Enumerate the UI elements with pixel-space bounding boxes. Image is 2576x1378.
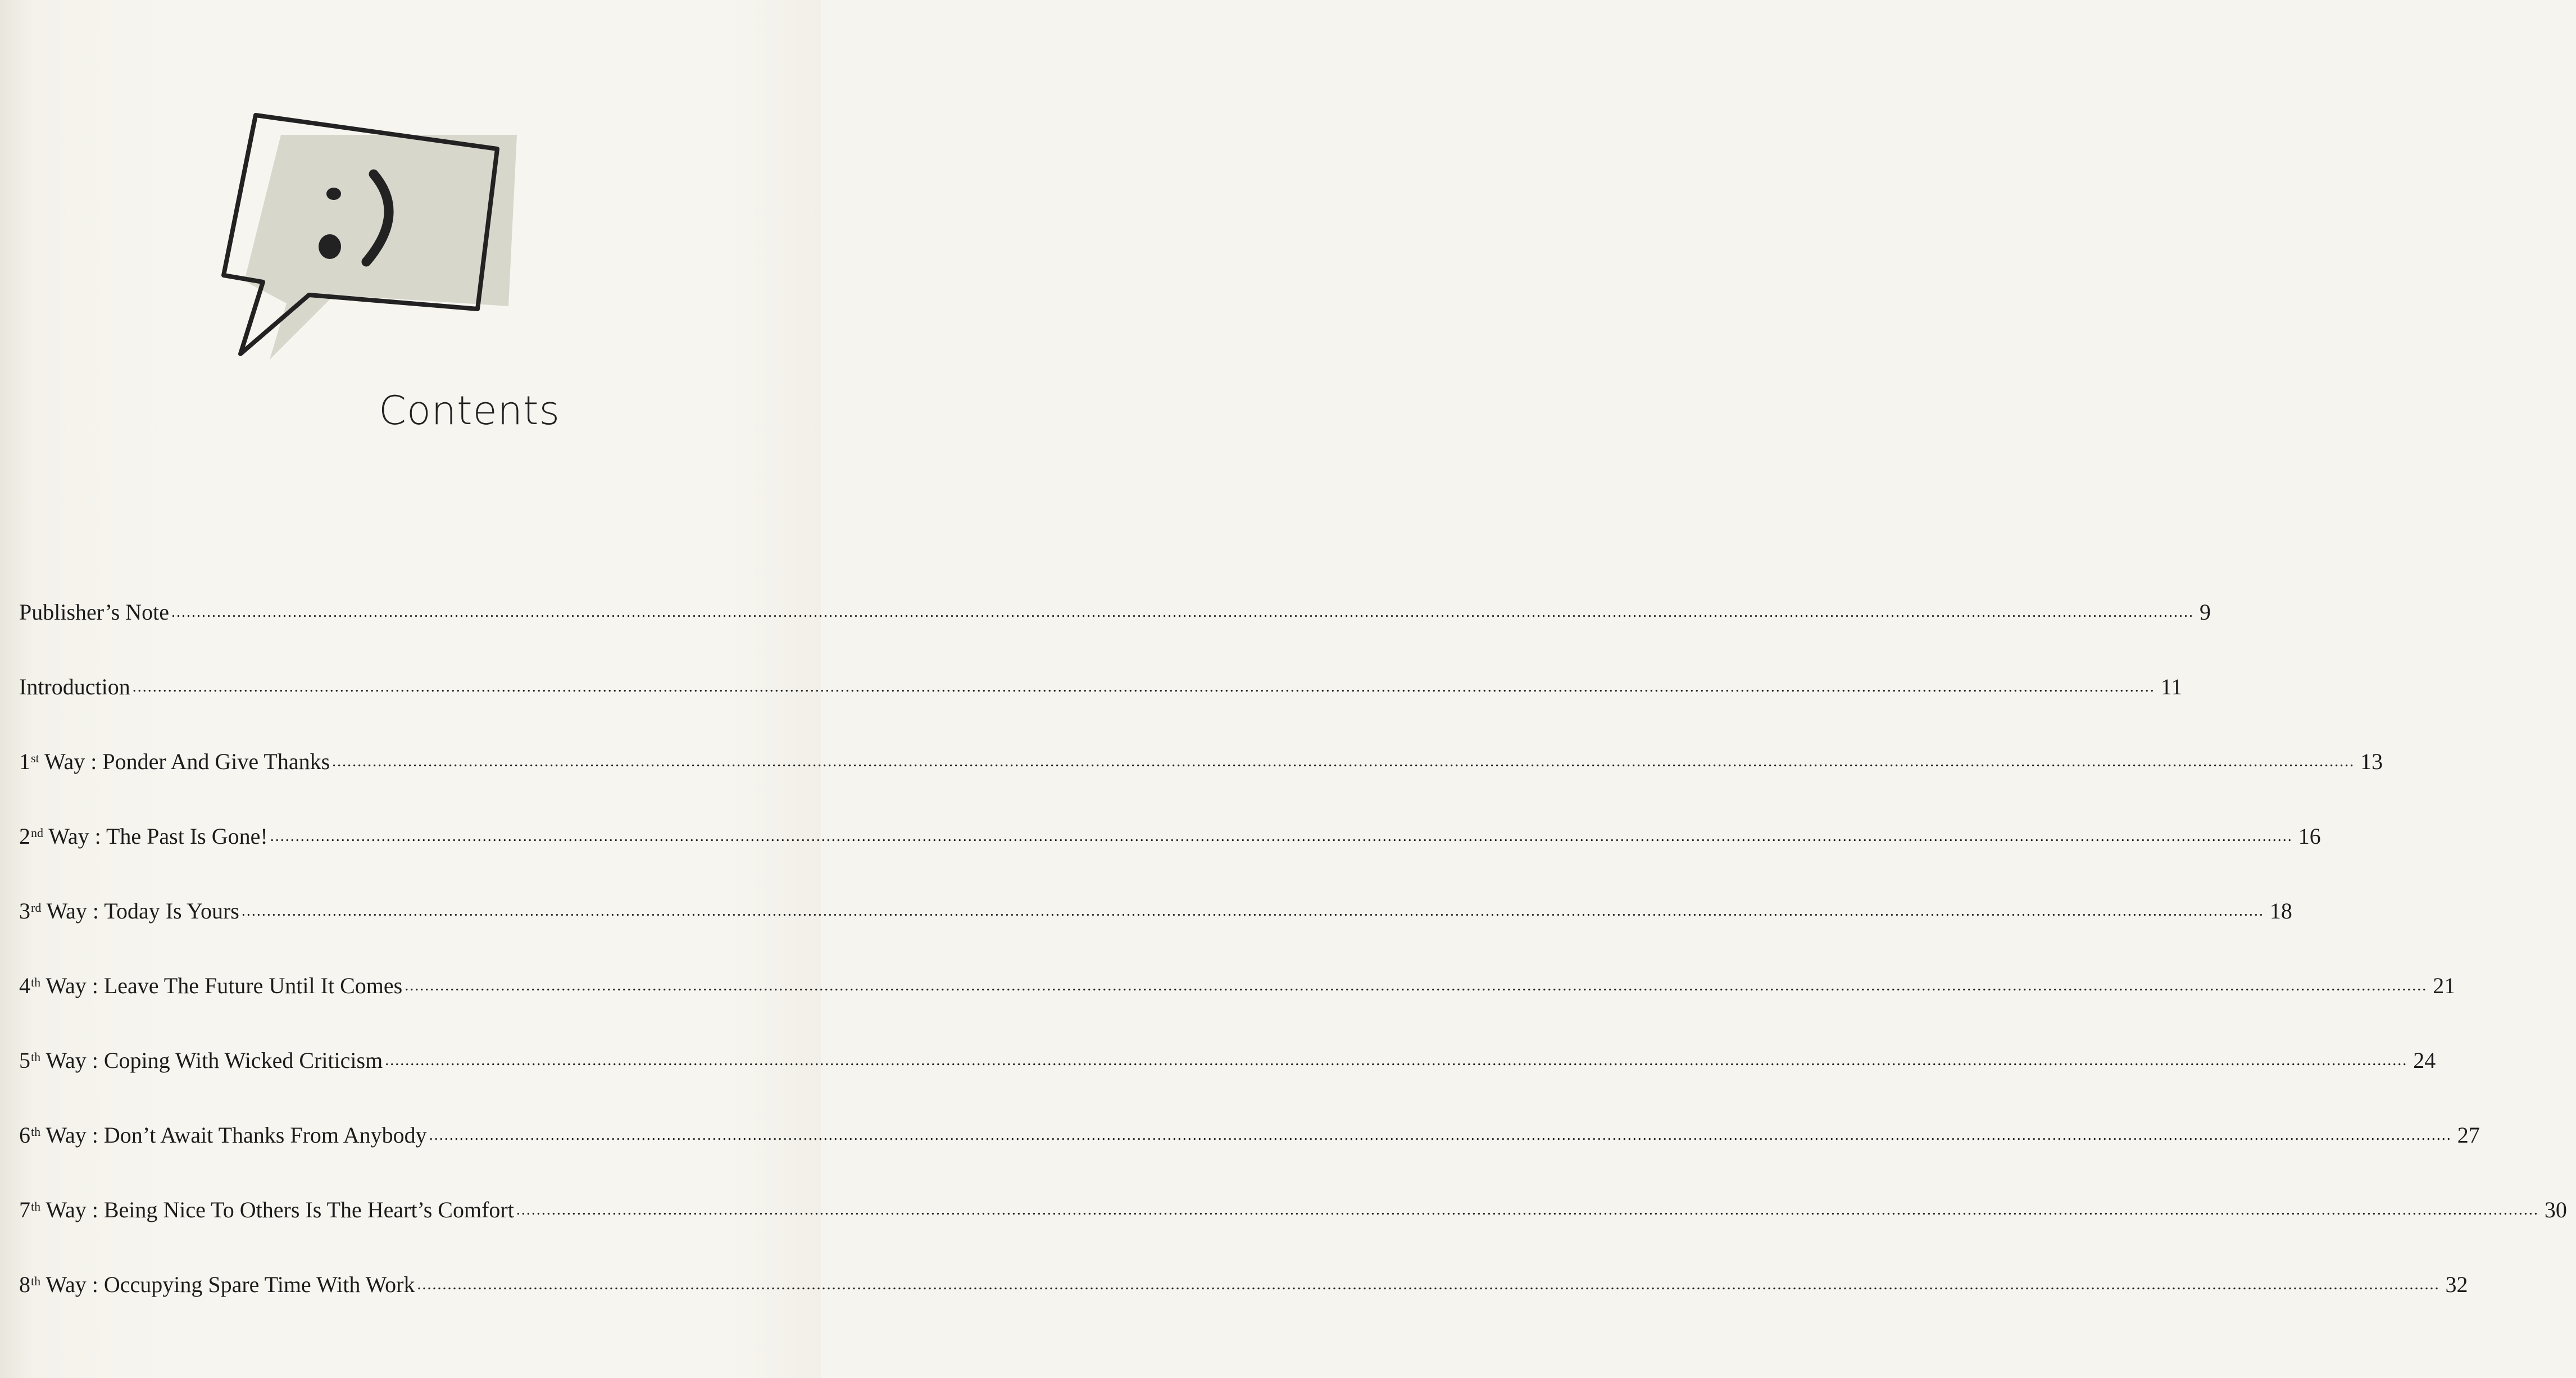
toc-dot-leader: ................................................................................................................................................................................................................................................................................................................................................................................................................ (385, 1052, 2408, 1069)
toc-dot-leader: ................................................................................................................................................................................................................................................................................................................................................................................................................ (171, 603, 2195, 621)
toc-page-number: 30 (2544, 1197, 2567, 1222)
page-title: Contents (379, 388, 560, 434)
toc-ordinal-number: 3 (19, 898, 30, 924)
toc-entry (19, 595, 2211, 670)
toc-ordinal-number: 6 (19, 1122, 30, 1148)
toc-entry-title (19, 595, 169, 629)
toc-dot-leader: ................................................................................................................................................................................................................................................................................................................................................................................................................ (332, 753, 2355, 770)
toc-entry-title (19, 894, 239, 928)
toc-ordinal-number: 4 (19, 973, 30, 998)
toc-page-number: 9 (2200, 599, 2211, 625)
toc-page-number: 21 (2433, 973, 2456, 998)
toc-ordinal-suffix: th (31, 1050, 41, 1064)
toc-entry-title (19, 969, 402, 1003)
toc-ordinal-number: 5 (19, 1048, 30, 1073)
toc-ordinal-suffix: th (31, 975, 41, 989)
toc-ordinal-number: 8 (19, 1272, 30, 1297)
toc-dot-leader: ................................................................................................................................................................................................................................................................................................................................................................................................................ (516, 1201, 2539, 1218)
toc-entry (19, 1044, 2436, 1118)
toc-entry-title (19, 1044, 383, 1077)
toc-entry (19, 820, 2321, 894)
toc-entry-title (19, 820, 268, 853)
toc-ordinal-suffix: st (31, 751, 39, 765)
toc-ordinal-number: 7 (19, 1197, 30, 1222)
toc-entry-title (19, 670, 130, 704)
toc-title-text: Way : Don’t Await Thanks From Anybody (40, 1122, 427, 1148)
toc-ordinal-number: 1 (19, 749, 30, 774)
toc-title-text: Way : Occupying Spare Time With Work (40, 1272, 415, 1297)
toc-entry (19, 969, 2456, 1044)
toc-entry (19, 894, 2292, 969)
toc-dot-leader: ................................................................................................................................................................................................................................................................................................................................................................................................................ (132, 678, 2155, 695)
toc-entry (19, 745, 2383, 820)
toc-title-text: Way : The Past Is Gone! (43, 824, 268, 849)
toc-page-number: 18 (2269, 898, 2292, 924)
toc-page-number: 16 (2298, 824, 2321, 849)
toc-entry (19, 1118, 2480, 1193)
toc-dot-leader: ................................................................................................................................................................................................................................................................................................................................................................................................................ (429, 1126, 2452, 1144)
toc-title-text: Introduction (19, 674, 130, 699)
toc-page-number: 27 (2457, 1122, 2480, 1148)
toc-entry-title (19, 1193, 514, 1227)
smiley-speech-bubble-icon (213, 101, 528, 371)
toc-ordinal-suffix: th (31, 1125, 41, 1139)
toc-page-number: 13 (2360, 749, 2383, 774)
toc-dot-leader: ................................................................................................................................................................................................................................................................................................................................................................................................................ (417, 1276, 2440, 1293)
toc-title-text: Way : Being Nice To Others Is The Heart’s Comfort (40, 1197, 514, 1222)
toc-title-text: Way : Coping With Wicked Criticism (40, 1048, 383, 1073)
toc-title-text: Way : Today Is Yours (41, 898, 239, 924)
toc-ordinal-suffix: th (31, 1274, 41, 1288)
toc-title-text: Publisher’s Note (19, 599, 170, 625)
toc-ordinal-suffix: th (31, 1199, 41, 1213)
toc-title-text: Way : Ponder And Give Thanks (39, 749, 330, 774)
toc-ordinal-suffix: nd (31, 826, 43, 840)
toc-entry-title (19, 1268, 415, 1302)
toc-page-number: 32 (2445, 1272, 2468, 1297)
toc-entry-title (19, 1118, 427, 1152)
toc-entry (19, 670, 2183, 745)
toc-page-number: 11 (2160, 674, 2183, 699)
toc-title-text: Way : Leave The Future Until It Comes (40, 973, 403, 998)
toc-entry (19, 1268, 2468, 1343)
toc-page-number: 24 (2413, 1048, 2436, 1073)
toc-dot-leader: ................................................................................................................................................................................................................................................................................................................................................................................................................ (405, 977, 2428, 994)
toc-entry (19, 1193, 2567, 1268)
toc-ordinal-number: 2 (19, 824, 30, 849)
toc-dot-leader: ................................................................................................................................................................................................................................................................................................................................................................................................................ (241, 902, 2264, 920)
toc-entry-title (19, 745, 330, 779)
table-of-contents (19, 595, 2567, 1343)
toc-dot-leader: ................................................................................................................................................................................................................................................................................................................................................................................................................ (270, 827, 2293, 845)
toc-ordinal-suffix: rd (31, 901, 42, 915)
